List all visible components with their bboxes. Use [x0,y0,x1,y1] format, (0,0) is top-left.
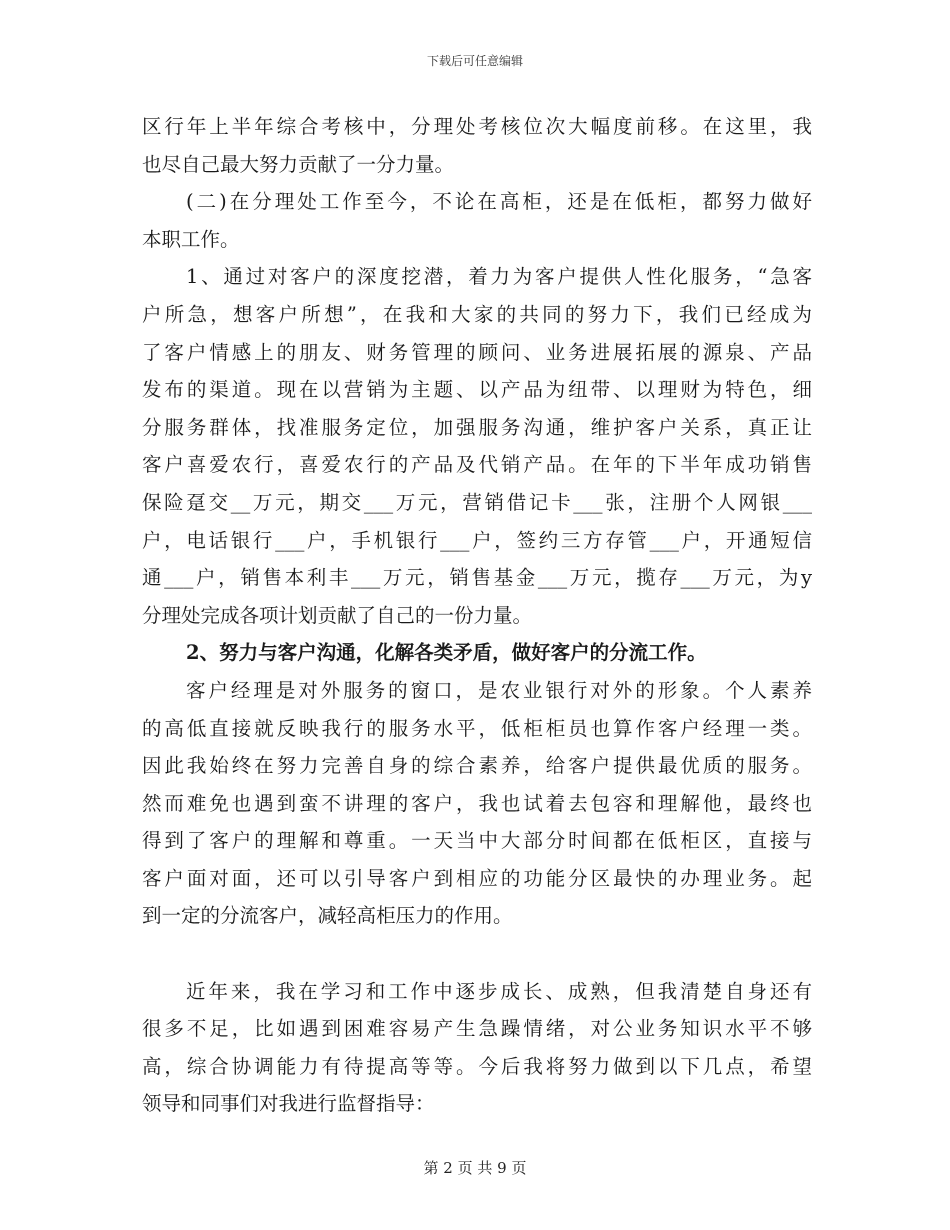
page-number-footer: 第 2 页 共 9 页 [423,1159,527,1177]
body-line: 近年来，我在学习和工作中逐步成长、成熟，但我清楚自身还有 [186,979,812,1003]
body-line: 到一定的分流客户，减轻高柜压力的作用。 [142,904,513,928]
body-line: (二)在分理处工作至今，不论在高柜，还是在低柜，都努力做好 [186,190,812,214]
body-line: 得到了客户的理解和尊重。一天当中大部分时间都在低柜区，直接与 [142,829,812,853]
body-line: 本职工作。 [142,227,240,251]
page-header: 下载后可任意编辑 [426,54,523,68]
body-line: 1、通过对客户的深度挖潜，着力为客户提供人性化服务，“急客 [186,265,812,289]
body-line: 领导和同事们对我进行监督指导： [142,1092,435,1116]
body-line: 户所急，想客户所想”，在我和大家的共同的努力下，我们已经成为 [142,302,812,326]
body-line: 也尽自己最大努力贡献了一分力量。 [142,152,455,176]
body-line: 分理处完成各项计划贡献了自己的一份力量。 [142,603,533,627]
body-line: 然而难免也遇到蛮不讲理的客户，我也试着去包容和理解他，最终也 [142,791,812,815]
section-heading: 2、努力与客户沟通，化解各类矛盾，做好客户的分流工作。 [186,641,707,665]
body-line: 很多不足，比如遇到困难容易产生急躁情绪，对公业务知识水平不够 [142,1017,812,1041]
body-line: 客户经理是对外服务的窗口，是农业银行对外的形象。个人素养 [186,678,812,702]
body-line: 发布的渠道。现在以营销为主题、以产品为纽带、以理财为特色，细 [142,378,812,402]
body-line: 高，综合协调能力有待提高等等。今后我将努力做到以下几点，希望 [142,1054,812,1078]
document-body [142,108,812,1123]
body-line: 因此我始终在努力完善自身的综合素养，给客户提供最优质的服务。 [142,754,812,778]
body-line: 户，电话银行___户，手机银行___户，签约三方存管___户，开通短信 [142,528,812,552]
body-line: 客户面对面，还可以引导客户到相应的功能分区最快的办理业务。起 [142,866,812,890]
body-line: 客户喜爱农行，喜爱农行的产品及代销产品。在年的下半年成功销售 [142,453,812,477]
paragraph-gap [142,935,812,973]
body-line: 通___户，销售本利丰___万元，销售基金___万元，揽存___万元，为y [142,566,812,590]
body-line: 分服务群体，找准服务定位，加强服务沟通，维护客户关系，真正让 [142,415,812,439]
body-line: 的高低直接就反映我行的服务水平，低柜柜员也算作客户经理一类。 [142,716,812,740]
body-line: 保险趸交__万元，期交___万元，营销借记卡___张，注册个人网银___ [142,490,812,514]
body-line: 了客户情感上的朋友、财务管理的顾问、业务进展拓展的源泉、产品 [142,340,812,364]
body-line: 区行年上半年综合考核中，分理处考核位次大幅度前移。在这里，我 [142,115,812,138]
